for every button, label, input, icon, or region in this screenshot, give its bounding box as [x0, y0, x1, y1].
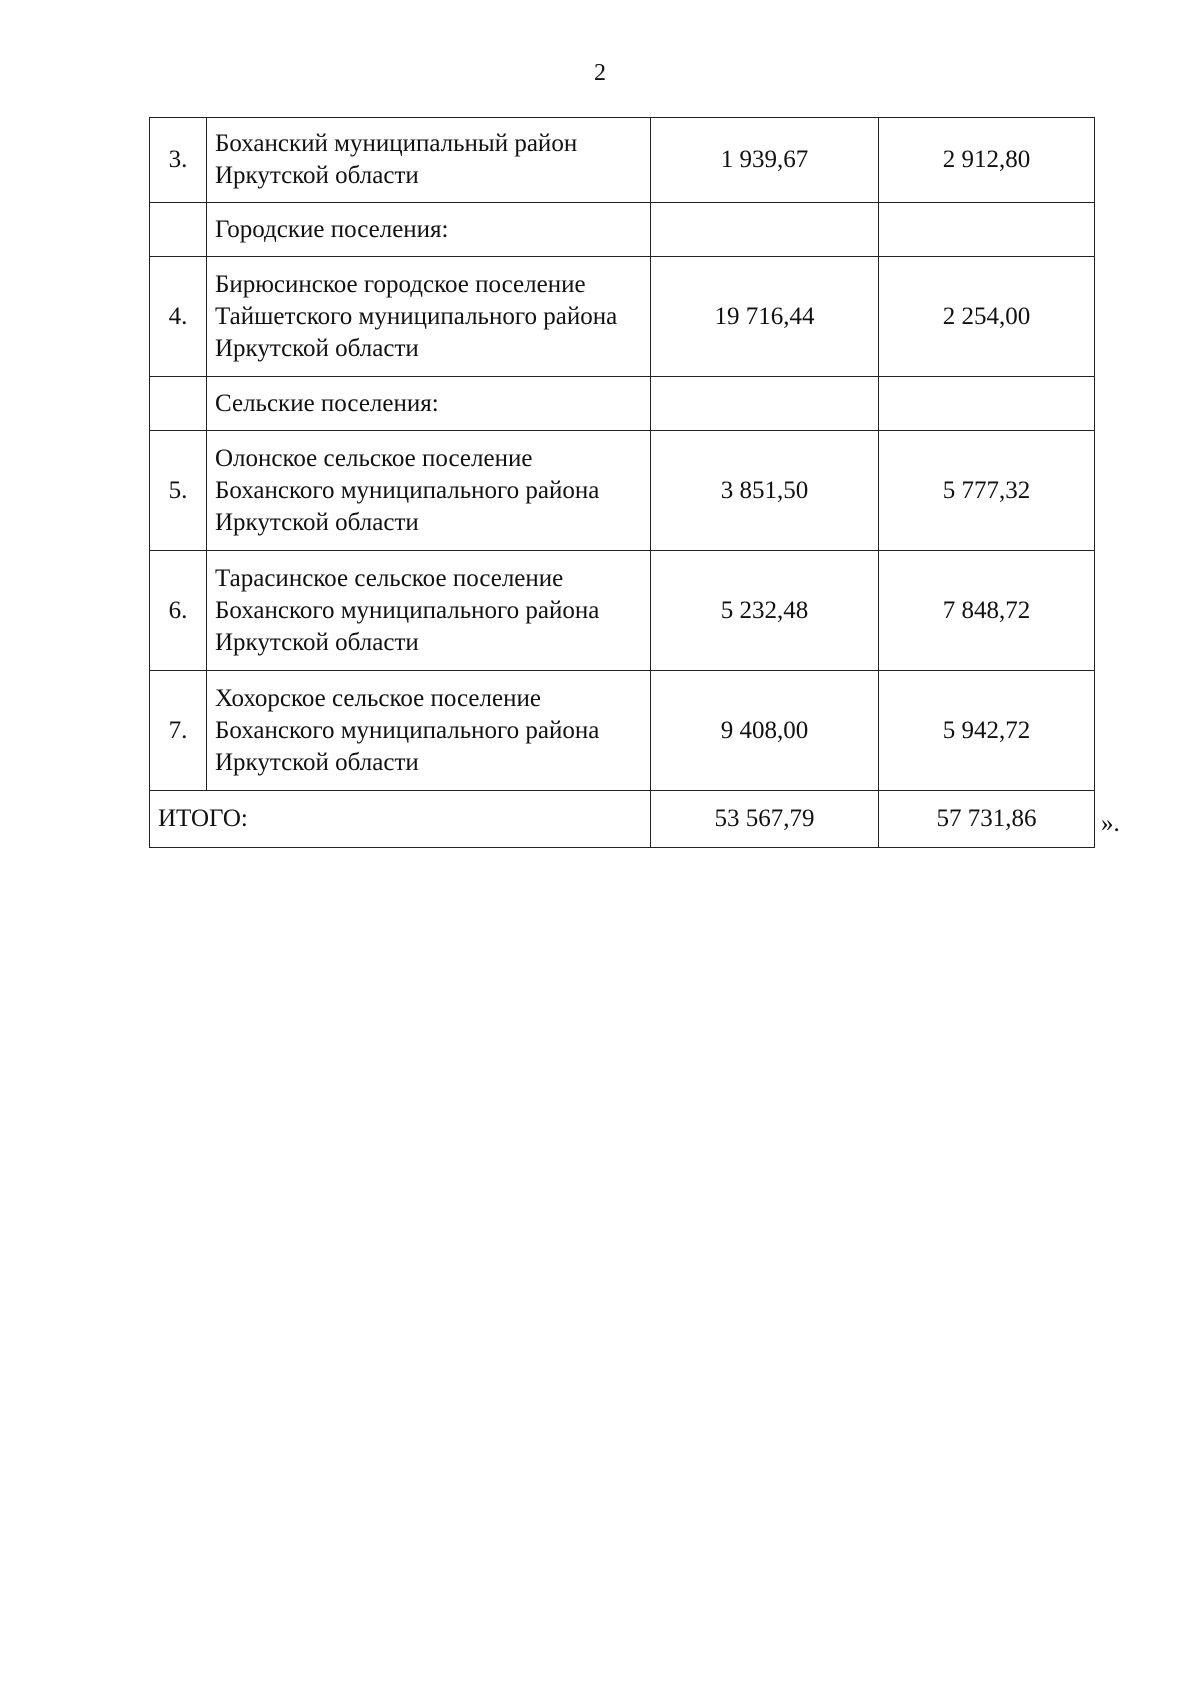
table-row — [150, 431, 1095, 551]
row-value-2: 7 848,72 — [879, 551, 1095, 671]
section-header-row — [150, 203, 1095, 257]
total-value-1: 53 567,79 — [651, 791, 879, 848]
table-row — [150, 551, 1095, 671]
row-name: Городские поселения: — [207, 203, 651, 257]
total-label: ИТОГО: — [150, 791, 651, 848]
row-name: Сельские поселения: — [207, 377, 651, 431]
row-value-1: 3 851,50 — [651, 431, 879, 551]
total-value-2: 57 731,86 — [879, 791, 1095, 848]
total-row — [150, 791, 1095, 848]
row-value-1 — [651, 203, 879, 257]
row-value-2 — [879, 203, 1095, 257]
row-value-1 — [651, 377, 879, 431]
row-value-2: 5 777,32 — [879, 431, 1095, 551]
row-number: 7. — [150, 671, 207, 791]
row-value-2: 2 254,00 — [879, 257, 1095, 377]
row-name: Олонское сельское поселение Боханского муниципального района Иркутской области — [207, 431, 651, 551]
row-name: Тарасинское сельское поселение Боханского муниципального района Иркутской области — [207, 551, 651, 671]
table-body — [150, 118, 1095, 848]
row-value-1: 19 716,44 — [651, 257, 879, 377]
budget-table — [149, 117, 1095, 848]
row-number — [150, 203, 207, 257]
table-row — [150, 118, 1095, 203]
row-value-1: 1 939,67 — [651, 118, 879, 203]
row-name: Хохорское сельское поселение Боханского муниципального района Иркутской области — [207, 671, 651, 791]
row-number — [150, 377, 207, 431]
row-number: 6. — [150, 551, 207, 671]
row-value-2: 5 942,72 — [879, 671, 1095, 791]
row-name: Боханский муниципальный район Иркутской области — [207, 118, 651, 203]
row-value-2: 2 912,80 — [879, 118, 1095, 203]
row-number: 3. — [150, 118, 207, 203]
table-row — [150, 257, 1095, 377]
row-number: 4. — [150, 257, 207, 377]
row-value-1: 9 408,00 — [651, 671, 879, 791]
row-name: Бирюсинское городское поселение Тайшетского муниципального района Иркутской области — [207, 257, 651, 377]
row-value-1: 5 232,48 — [651, 551, 879, 671]
page-number: 2 — [594, 60, 606, 86]
closing-quote: ». — [1101, 810, 1120, 837]
table-row — [150, 671, 1095, 791]
row-value-2 — [879, 377, 1095, 431]
section-header-row — [150, 377, 1095, 431]
row-number: 5. — [150, 431, 207, 551]
